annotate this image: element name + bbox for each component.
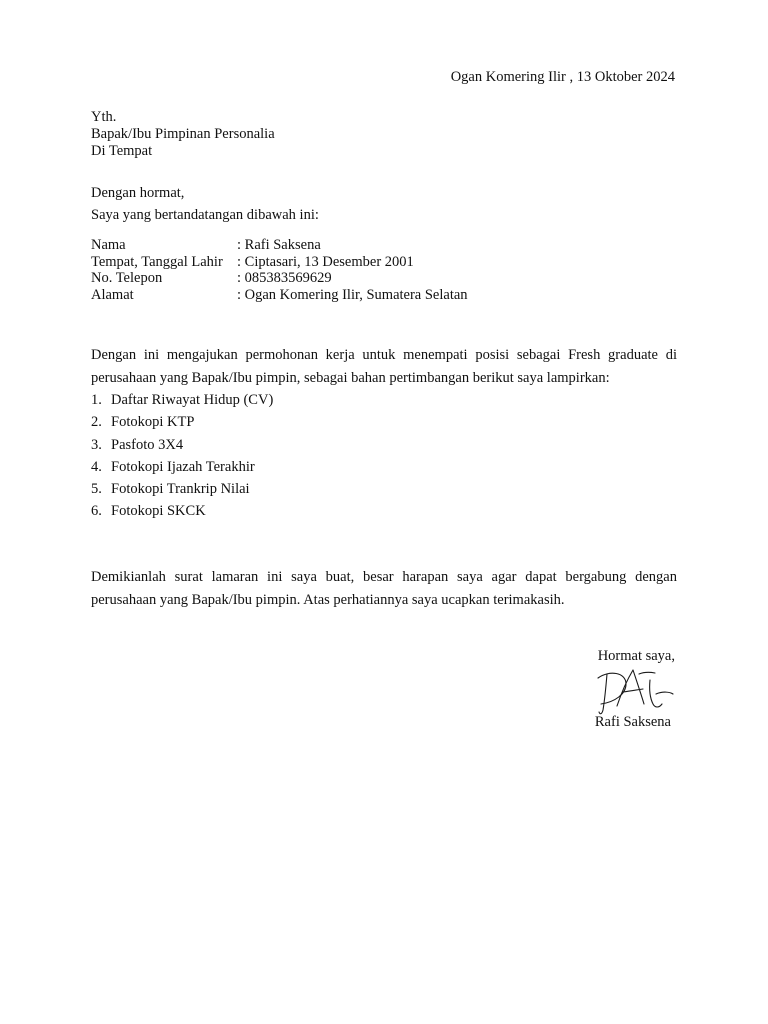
list-item <box>91 411 273 433</box>
list-text: Pasfoto 3X4 <box>111 436 184 453</box>
detail-row-address <box>91 287 468 304</box>
detail-value: : 085383569629 <box>237 270 332 286</box>
recipient-block <box>91 109 275 160</box>
applicant-details <box>91 237 468 303</box>
list-text: Fotokopi SKCK <box>111 503 206 520</box>
intro-line: Saya yang bertandatangan dibawah ini: <box>91 207 319 223</box>
detail-value: : Rafi Saksena <box>237 237 321 253</box>
detail-value: : Ogan Komering Ilir, Sumatera Selatan <box>237 286 468 303</box>
list-item <box>91 389 273 411</box>
list-number: 3. <box>91 436 102 453</box>
list-text: Fotokopi KTP <box>111 414 195 431</box>
signer-name: Rafi Saksena <box>594 714 671 730</box>
greeting-block <box>91 182 319 226</box>
list-number: 4. <box>91 458 102 475</box>
list-number: 5. <box>91 481 102 498</box>
closing-paragraph: Demikianlah surat lamaran ini saya buat, besar harapan saya agar dapat bergabung dengan perusahaan yang Bapak/Ibu pimpin. Atas perhatiannya saya ucapkan terimakasih. <box>91 569 677 608</box>
list-number: 1. <box>91 392 102 408</box>
detail-label: No. Telepon <box>91 270 163 286</box>
list-item <box>91 434 273 456</box>
detail-row-phone <box>91 270 468 287</box>
list-number: 6. <box>91 503 102 520</box>
letter-date: Ogan Komering Ilir , 13 Oktober 2024 <box>450 69 675 85</box>
list-item <box>91 500 273 522</box>
detail-label: Tempat, Tanggal Lahir <box>91 253 223 270</box>
handwritten-signature <box>593 664 677 716</box>
attachment-list <box>91 389 273 523</box>
greeting: Dengan hormat, <box>91 185 185 201</box>
body-paragraph: Dengan ini mengajukan permohonan kerja untuk menempati posisi sebagai Fresh graduate di perusahaan yang Bapak/Ibu pimpin, sebagai bahan pertimbangan berikut saya lampirkan: <box>91 347 677 386</box>
list-text: Daftar Riwayat Hidup (CV) <box>111 392 274 408</box>
list-item <box>91 456 273 478</box>
detail-label: Alamat <box>91 286 134 303</box>
list-text: Fotokopi Trankrip Nilai <box>111 481 250 498</box>
list-item <box>91 478 273 500</box>
list-text: Fotokopi Ijazah Terakhir <box>111 458 255 475</box>
detail-row-birth <box>91 254 468 271</box>
recipient-salutation: Yth. <box>91 109 117 125</box>
detail-row-name <box>91 237 468 254</box>
detail-value: : Ciptasari, 13 Desember 2001 <box>237 253 414 270</box>
list-number: 2. <box>91 414 102 431</box>
closing-salutation: Hormat saya, <box>597 648 675 664</box>
recipient-name: Bapak/Ibu Pimpinan Personalia <box>91 126 275 142</box>
recipient-location: Di Tempat <box>91 143 153 159</box>
detail-label: Nama <box>91 237 126 253</box>
